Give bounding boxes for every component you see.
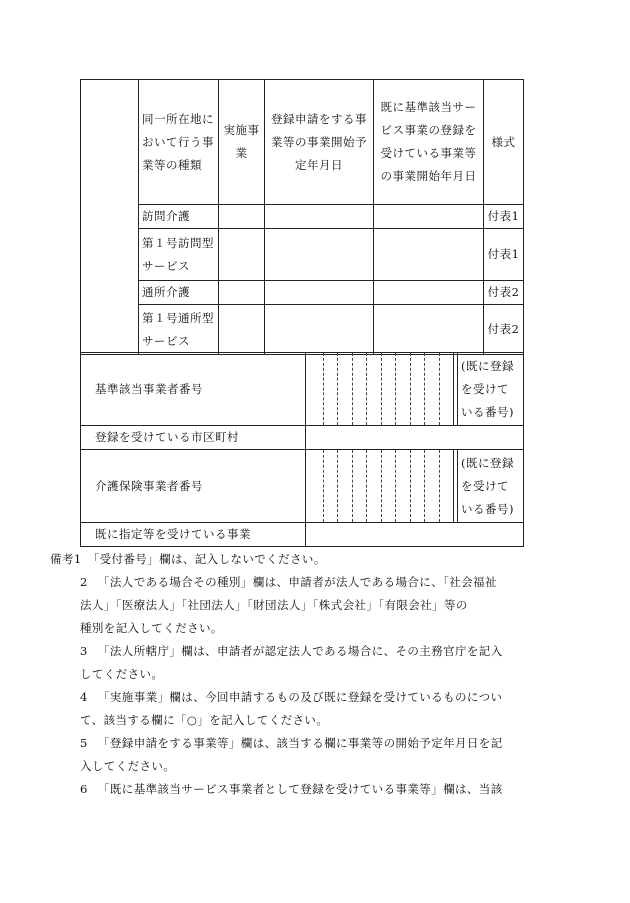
application-start-cell[interactable] <box>265 229 374 281</box>
note-text-line: て、該当する欄に「○」を記入してください。 <box>80 713 329 727</box>
application-start-cell[interactable] <box>265 205 374 229</box>
implemented-cell[interactable] <box>219 229 265 281</box>
already-registered-no-note-2: (既に登録を受けている番号) <box>458 450 524 523</box>
row-name: 通所介護 <box>139 281 219 305</box>
note-number: 2 <box>80 575 88 589</box>
existing-start-cell[interactable] <box>374 281 484 305</box>
row-form: 付表2 <box>484 305 524 355</box>
left-blank-cell <box>81 80 139 355</box>
row-name: 第１号訪問型サービス <box>139 229 219 281</box>
note-text-line: 法人」「医療法人」「社団法人」「財団法人」「株式会社」「有限会社」等の <box>80 598 468 612</box>
note-2 <box>50 571 550 594</box>
note-number: 4 <box>80 690 88 704</box>
header-application-start: 登録申請をする事業等の事業開始予定年月日 <box>265 80 374 205</box>
note-text: 「法人所轄庁」欄は、申請者が認定法人である場合に、その主務官庁を記入 <box>98 644 503 658</box>
registered-municipality-label: 登録を受けている市区町村 <box>81 426 306 450</box>
note-text: 「登録申請をする事業等」欄は、該当する欄に事業等の開始予定年月日を記 <box>98 736 503 750</box>
header-implemented: 実施事業 <box>219 80 265 205</box>
implemented-cell[interactable] <box>219 305 265 355</box>
notes-label: 備考 <box>50 552 74 566</box>
operator-table <box>80 352 524 547</box>
note-text-line: 入してください。 <box>80 759 176 773</box>
note-1 <box>50 548 550 571</box>
header-form: 様式 <box>484 80 524 205</box>
note-number: 3 <box>80 644 88 658</box>
standard-operator-no-label: 基準該当事業者番号 <box>81 353 306 426</box>
note-text-line: してください。 <box>80 667 164 681</box>
note-number: 1 <box>73 552 82 566</box>
application-start-cell[interactable] <box>265 281 374 305</box>
row-form: 付表2 <box>484 281 524 305</box>
standard-operator-no-cells[interactable] <box>306 353 458 426</box>
note-4 <box>50 686 550 709</box>
row-form: 付表1 <box>484 229 524 281</box>
row-form: 付表1 <box>484 205 524 229</box>
already-registered-no-note: (既に登録を受けている番号) <box>458 353 524 426</box>
note-text: 「実施事業」欄は、今回申請するもの及び既に登録を受けているものについ <box>98 690 503 704</box>
application-start-cell[interactable] <box>265 305 374 355</box>
implemented-cell[interactable] <box>219 281 265 305</box>
existing-start-cell[interactable] <box>374 305 484 355</box>
care-insurance-no-cells[interactable] <box>306 450 458 523</box>
row-name: 訪問介護 <box>139 205 219 229</box>
row-name: 第１号通所型サービス <box>139 305 219 355</box>
note-6 <box>50 778 550 801</box>
note-number: 6 <box>80 782 88 796</box>
designated-business-field[interactable] <box>306 523 524 547</box>
registered-municipality-field[interactable] <box>306 426 524 450</box>
header-existing-start: 既に基準該当サービス事業の登録を受けている事業等の事業開始年月日 <box>374 80 484 205</box>
note-text: 「受付番号」欄は、記入しないでください。 <box>93 552 326 566</box>
note-text-line: 種別を記入してください。 <box>80 621 223 635</box>
designated-business-label: 既に指定等を受けている事業 <box>81 523 306 547</box>
remarks-section <box>50 548 550 801</box>
implemented-cell[interactable] <box>219 205 265 229</box>
existing-start-cell[interactable] <box>374 205 484 229</box>
note-text: 「法人である場合その種別」欄は、申請者が法人である場合に、「社会福祉 <box>98 575 497 589</box>
note-text: 「既に基準該当サービス事業者として登録を受けている事業等」欄は、当該 <box>98 782 503 796</box>
note-3 <box>50 640 550 663</box>
note-5 <box>50 732 550 755</box>
services-table <box>80 79 524 355</box>
existing-start-cell[interactable] <box>374 229 484 281</box>
care-insurance-no-label: 介護保険事業者番号 <box>81 450 306 523</box>
note-number: 5 <box>80 736 88 750</box>
header-kind: 同一所在地において行う事業等の種類 <box>139 80 219 205</box>
